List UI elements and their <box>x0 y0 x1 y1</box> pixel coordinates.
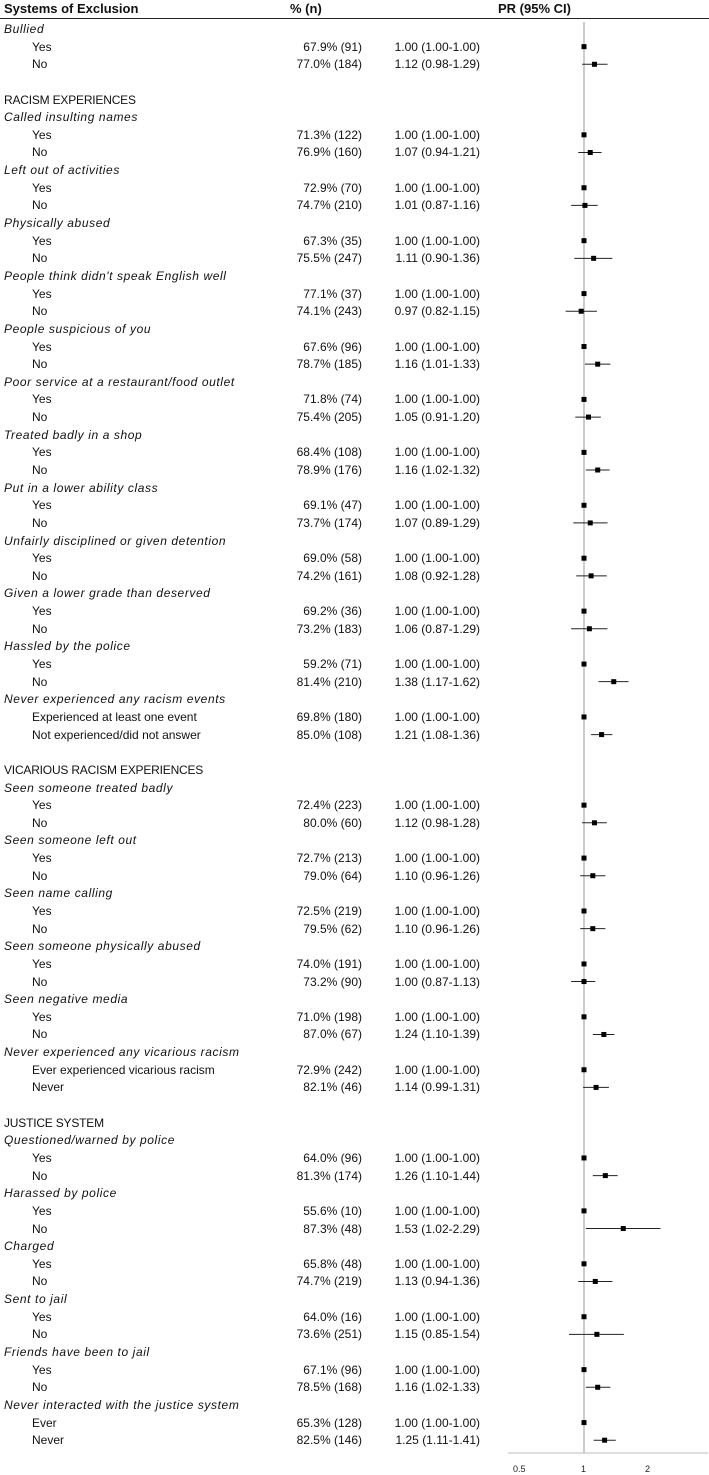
row-percent: 82.1% (46) <box>303 1080 362 1095</box>
row-label: Yes <box>32 1203 52 1218</box>
row-label: Not experienced/did not answer <box>32 727 201 742</box>
row-percent: 55.6% (10) <box>303 1203 362 1218</box>
pr-point <box>582 132 587 137</box>
row-percent: 59.2% (71) <box>303 657 362 672</box>
row-pr: 1.16 (1.02-1.32) <box>394 463 480 477</box>
row-label: Yes <box>32 445 52 460</box>
row-label: No <box>32 1027 48 1042</box>
row-percent: 75.4% (205) <box>296 410 362 425</box>
row-pr: 1.00 (1.00-1.00) <box>394 851 480 866</box>
pr-point <box>592 62 597 67</box>
row-label: Yes <box>32 956 52 971</box>
category-label-text: Put in a lower ability class <box>4 480 159 495</box>
row-percent: 69.0% (58) <box>303 551 362 566</box>
row-percent: 72.7% (213) <box>296 851 362 866</box>
row-label: Never <box>32 1433 65 1448</box>
row-pr: 1.15 (0.85-1.54) <box>394 1327 480 1342</box>
row-percent: 72.5% (219) <box>296 904 362 918</box>
row-pr: 1.00 (1.00-1.00) <box>394 1009 480 1024</box>
row-percent: 72.9% (70) <box>303 180 362 195</box>
row-pr: 1.00 (1.00-1.00) <box>394 127 480 142</box>
row-percent: 82.5% (146) <box>296 1433 362 1448</box>
row-percent: 71.8% (74) <box>303 392 362 407</box>
row-pr: 1.38 (1.17-1.62) <box>394 674 480 689</box>
section-heading-text: VICARIOUS RACISM EXPERIENCES <box>4 762 204 777</box>
pr-point <box>593 1279 598 1284</box>
category-label-text: Sent to jail <box>4 1292 68 1307</box>
category-label-text: Left out of activities <box>4 163 120 178</box>
row-percent: 71.3% (122) <box>296 127 362 142</box>
pr-point <box>602 1438 607 1443</box>
row-pr: 1.00 (1.00-1.00) <box>394 1309 480 1324</box>
pr-point <box>590 926 595 931</box>
header-label: Systems of Exclusion <box>4 1 139 16</box>
row-percent: 78.5% (168) <box>296 1380 362 1395</box>
row-pr: 1.00 (1.00-1.00) <box>394 392 480 407</box>
pr-point <box>582 203 587 208</box>
pr-point <box>592 820 597 825</box>
row-percent: 67.1% (96) <box>303 1362 362 1377</box>
row-label: Yes <box>32 339 52 354</box>
pr-point <box>591 256 596 261</box>
row-pr: 1.16 (1.01-1.33) <box>394 357 480 372</box>
row-label: No <box>32 974 48 989</box>
row-percent: 85.0% (108) <box>296 727 362 742</box>
row-percent: 81.4% (210) <box>296 674 362 689</box>
row-label: No <box>32 1380 48 1395</box>
row-label: No <box>32 463 48 477</box>
row-pr: 1.53 (1.02-2.29) <box>394 1221 480 1236</box>
row-percent: 65.3% (128) <box>296 1415 362 1430</box>
category-label-text: Questioned/warned by police <box>4 1133 175 1148</box>
row-percent: 74.2% (161) <box>296 568 362 583</box>
category-label-text: Harassed by police <box>4 1186 117 1201</box>
row-label: No <box>32 921 48 936</box>
row-pr: 1.00 (0.87-1.13) <box>394 974 480 989</box>
row-percent: 69.8% (180) <box>296 709 362 724</box>
row-percent: 78.7% (185) <box>296 357 362 372</box>
pr-point <box>601 1032 606 1037</box>
pr-point <box>586 415 591 420</box>
x-tick-label: 1 <box>581 1464 587 1474</box>
row-label: No <box>32 1327 48 1342</box>
x-tick-label: 0.5 <box>513 1464 526 1474</box>
pr-point <box>582 344 587 349</box>
pr-point <box>582 979 587 984</box>
pr-point <box>589 573 594 578</box>
header-percent: % (n) <box>290 1 322 16</box>
row-label: Never <box>32 1080 65 1095</box>
pr-point <box>590 873 595 878</box>
row-label: Yes <box>32 657 52 672</box>
pr-point <box>582 609 587 614</box>
row-label: Ever experienced vicarious racism <box>32 1062 215 1077</box>
row-label: No <box>32 410 48 425</box>
row-percent: 74.7% (210) <box>296 198 362 213</box>
row-percent: 74.1% (243) <box>296 304 362 319</box>
row-label: No <box>32 304 48 319</box>
row-pr: 1.00 (1.00-1.00) <box>394 233 480 248</box>
row-percent: 67.6% (96) <box>303 339 362 354</box>
row-label: No <box>32 815 48 830</box>
row-label: Yes <box>32 392 52 407</box>
row-label: No <box>32 621 48 636</box>
row-label: No <box>32 1274 48 1289</box>
category-label-text: Seen someone physically abused <box>4 939 201 954</box>
row-pr: 1.00 (1.00-1.00) <box>394 1150 480 1165</box>
category-label-text: Never experienced any vicarious racism <box>4 1045 240 1060</box>
pr-point <box>582 1367 587 1372</box>
row-percent: 69.2% (36) <box>303 604 362 619</box>
row-label: Yes <box>32 1150 52 1165</box>
pr-point <box>603 1173 608 1178</box>
row-pr: 1.00 (1.00-1.00) <box>394 1203 480 1218</box>
row-pr: 1.14 (0.99-1.31) <box>394 1080 480 1095</box>
row-pr: 1.25 (1.11-1.41) <box>395 1433 480 1448</box>
row-pr: 1.00 (1.00-1.00) <box>394 1362 480 1377</box>
row-pr: 1.00 (1.00-1.00) <box>394 1415 480 1430</box>
row-percent: 67.3% (35) <box>303 233 362 248</box>
row-percent: 74.7% (219) <box>296 1274 362 1289</box>
row-pr: 1.12 (0.98-1.28) <box>394 815 480 830</box>
row-percent: 76.9% (160) <box>296 145 362 160</box>
row-pr: 1.05 (0.91-1.20) <box>394 410 480 425</box>
row-label: Ever <box>32 1415 57 1430</box>
row-pr: 0.97 (0.82-1.15) <box>394 304 480 319</box>
pr-point <box>582 450 587 455</box>
pr-point <box>582 856 587 861</box>
category-label-text: Treated badly in a shop <box>4 427 143 442</box>
row-pr: 1.00 (1.00-1.00) <box>394 339 480 354</box>
pr-point <box>599 732 604 737</box>
row-label: Yes <box>32 233 52 248</box>
category-label-text: Unfairly disciplined or given detention <box>4 533 227 548</box>
pr-point <box>582 1420 587 1425</box>
row-percent: 68.4% (108) <box>296 445 362 460</box>
pr-point <box>582 185 587 190</box>
row-label: No <box>32 57 48 72</box>
category-label-text: Physically abused <box>4 216 111 231</box>
pr-point <box>582 1155 587 1160</box>
row-percent: 69.1% (47) <box>303 498 362 513</box>
category-label-text: Hassled by the police <box>4 639 131 654</box>
pr-point <box>595 362 600 367</box>
row-label: Yes <box>32 851 52 866</box>
pr-point <box>582 1208 587 1213</box>
row-pr: 1.00 (1.00-1.00) <box>394 180 480 195</box>
row-percent: 67.9% (91) <box>303 39 362 54</box>
row-percent: 72.4% (223) <box>296 798 362 813</box>
row-label: Yes <box>32 39 52 54</box>
row-label: Yes <box>32 1256 52 1271</box>
row-pr: 1.01 (0.87-1.16) <box>394 198 480 213</box>
row-label: No <box>32 568 48 583</box>
pr-point <box>588 520 593 525</box>
row-pr: 1.07 (0.94-1.21) <box>394 145 480 160</box>
category-label-text: Poor service at a restaurant/food outlet <box>4 374 235 389</box>
row-percent: 81.3% (174) <box>296 1168 362 1183</box>
pr-point <box>621 1226 626 1231</box>
row-pr: 1.10 (0.96-1.26) <box>394 868 480 883</box>
row-label: Yes <box>32 1362 52 1377</box>
row-pr: 1.00 (1.00-1.00) <box>394 798 480 813</box>
category-label-text: Bullied <box>4 22 45 36</box>
row-label: No <box>32 145 48 160</box>
row-pr: 1.00 (1.00-1.00) <box>394 709 480 724</box>
row-label: No <box>32 515 48 530</box>
pr-point <box>582 714 587 719</box>
row-pr: 1.00 (1.00-1.00) <box>394 904 480 918</box>
row-percent: 73.2% (90) <box>303 974 362 989</box>
row-label: No <box>32 1168 48 1183</box>
pr-point <box>582 1014 587 1019</box>
row-percent: 73.6% (251) <box>296 1327 362 1342</box>
category-label-text: People think didn't speak English well <box>4 268 227 283</box>
row-label: Yes <box>32 904 52 918</box>
row-percent: 78.9% (176) <box>296 463 362 477</box>
category-label-text: Called insulting names <box>4 110 138 125</box>
row-pr: 1.00 (1.00-1.00) <box>394 657 480 672</box>
row-percent: 79.5% (62) <box>303 921 362 936</box>
row-percent: 71.0% (198) <box>296 1009 362 1024</box>
row-percent: 72.9% (242) <box>296 1062 362 1077</box>
row-percent: 77.0% (184) <box>296 57 362 72</box>
row-label: Yes <box>32 1309 52 1324</box>
row-label: No <box>32 357 48 372</box>
row-pr: 1.00 (1.00-1.00) <box>394 39 480 54</box>
row-pr: 1.16 (1.02-1.33) <box>394 1380 480 1395</box>
pr-point <box>582 503 587 508</box>
row-pr: 1.24 (1.10-1.39) <box>394 1027 480 1042</box>
row-percent: 87.3% (48) <box>303 1221 362 1236</box>
row-label: No <box>32 674 48 689</box>
row-pr: 1.13 (0.94-1.36) <box>394 1274 480 1289</box>
row-label: Yes <box>32 551 52 566</box>
category-label-text: Friends have been to jail <box>4 1345 150 1359</box>
pr-point <box>587 626 592 631</box>
pr-point <box>595 468 600 473</box>
section-heading-text: RACISM EXPERIENCES <box>4 92 136 107</box>
row-percent: 87.0% (67) <box>303 1027 362 1042</box>
category-label-text: Seen someone treated badly <box>4 780 174 795</box>
row-percent: 64.0% (16) <box>303 1309 362 1324</box>
row-label: Yes <box>32 127 52 142</box>
x-tick-label: 2 <box>645 1464 651 1474</box>
row-pr: 1.12 (0.98-1.29) <box>394 57 480 72</box>
category-label-text: Never experienced any racism events <box>4 692 226 707</box>
row-percent: 79.0% (64) <box>303 868 362 883</box>
header-pr: PR (95% CI) <box>498 1 571 16</box>
category-label-text: Given a lower grade than deserved <box>4 586 211 601</box>
row-percent: 74.0% (191) <box>296 956 362 971</box>
pr-point <box>582 1261 587 1266</box>
category-label-text: Seen name calling <box>4 886 113 901</box>
row-percent: 73.2% (183) <box>296 621 362 636</box>
pr-point <box>582 556 587 561</box>
row-label: No <box>32 1221 48 1236</box>
pr-point <box>582 662 587 667</box>
row-label: Yes <box>32 180 52 195</box>
row-pr: 1.11 (0.90-1.36) <box>395 251 480 266</box>
row-percent: 77.1% (37) <box>303 286 362 301</box>
row-label: Yes <box>32 498 52 513</box>
row-percent: 73.7% (174) <box>296 515 362 530</box>
row-pr: 1.00 (1.00-1.00) <box>394 1062 480 1077</box>
row-pr: 1.00 (1.00-1.00) <box>394 286 480 301</box>
pr-point <box>582 397 587 402</box>
row-label: Yes <box>32 604 52 619</box>
pr-point <box>582 909 587 914</box>
pr-point <box>582 1314 587 1319</box>
pr-point <box>588 150 593 155</box>
row-pr: 1.07 (0.89-1.29) <box>394 515 480 530</box>
pr-point <box>595 1385 600 1390</box>
pr-point <box>582 1067 587 1072</box>
pr-point <box>582 291 587 296</box>
row-pr: 1.10 (0.96-1.26) <box>394 921 480 936</box>
row-pr: 1.21 (1.08-1.36) <box>394 727 480 742</box>
row-label: No <box>32 868 48 883</box>
category-label-text: Seen someone left out <box>4 833 137 848</box>
row-pr: 1.00 (1.00-1.00) <box>394 551 480 566</box>
row-label: Yes <box>32 798 52 813</box>
category-label-text: Charged <box>4 1239 55 1254</box>
row-label: No <box>32 198 48 213</box>
category-label-text: People suspicious of you <box>4 321 152 336</box>
row-pr: 1.00 (1.00-1.00) <box>394 445 480 460</box>
row-label: Yes <box>32 286 52 301</box>
pr-point <box>582 803 587 808</box>
row-percent: 75.5% (247) <box>296 251 362 266</box>
pr-point <box>582 961 587 966</box>
pr-point <box>582 238 587 243</box>
row-pr: 1.00 (1.00-1.00) <box>394 956 480 971</box>
row-percent: 64.0% (96) <box>303 1150 362 1165</box>
pr-point <box>579 309 584 314</box>
pr-point <box>594 1085 599 1090</box>
pr-point <box>594 1332 599 1337</box>
section-heading-text: JUSTICE SYSTEM <box>4 1115 104 1130</box>
row-pr: 1.00 (1.00-1.00) <box>394 498 480 513</box>
row-pr: 1.06 (0.87-1.29) <box>394 621 480 636</box>
row-pr: 1.26 (1.10-1.44) <box>394 1168 480 1183</box>
row-percent: 80.0% (60) <box>303 815 362 830</box>
row-percent: 65.8% (48) <box>303 1256 362 1271</box>
category-label-text: Seen negative media <box>4 992 129 1007</box>
row-pr: 1.00 (1.00-1.00) <box>394 1256 480 1271</box>
pr-point <box>611 679 616 684</box>
row-label: No <box>32 251 48 266</box>
row-label: Yes <box>32 1009 52 1024</box>
row-pr: 1.08 (0.92-1.28) <box>394 568 480 583</box>
category-label-text: Never interacted with the justice system <box>4 1397 240 1412</box>
row-label: Experienced at least one event <box>32 709 197 724</box>
row-pr: 1.00 (1.00-1.00) <box>394 604 480 619</box>
pr-point <box>582 44 587 49</box>
